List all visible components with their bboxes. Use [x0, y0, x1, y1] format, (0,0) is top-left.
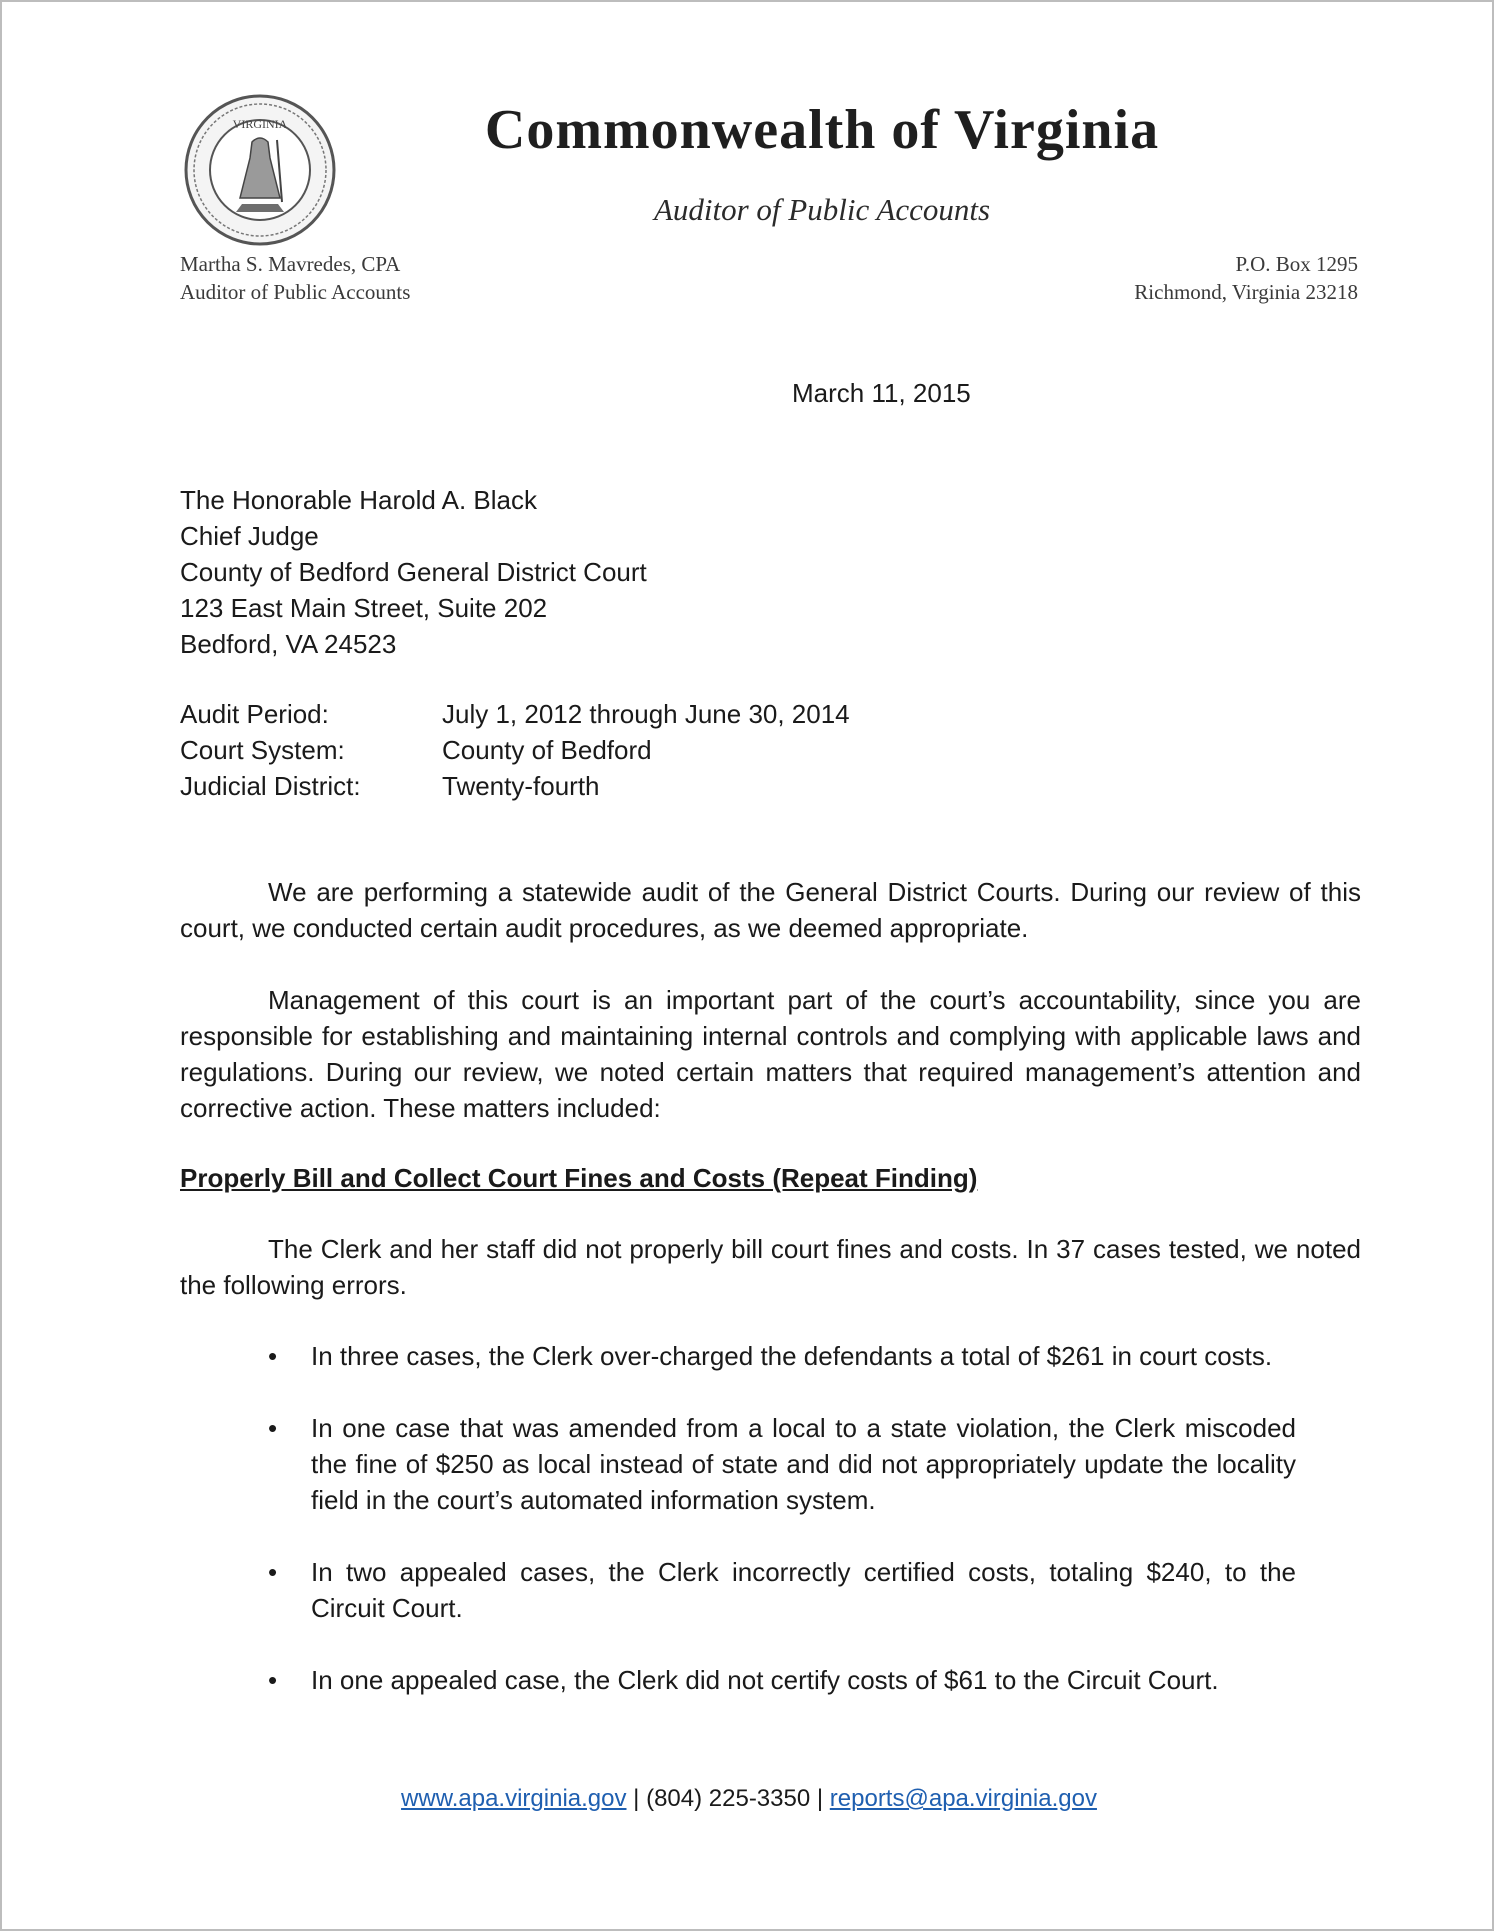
management-paragraph: Management of this court is an important part of the court’s accountability, since you are responsible for establishing and maintaining internal controls and complying with applicable laws and regulations. During our review, we noted certain matters that required management’s attention and corrective action. These matters included: [180, 985, 1361, 1123]
list-item [180, 1410, 1296, 1518]
bullet-text: In three cases, the Clerk over-charged the defendants a total of $261 in court costs. [311, 1341, 1273, 1371]
audit-info-row [180, 732, 850, 768]
recipient-line: 123 East Main Street, Suite 202 [180, 593, 548, 623]
finding-heading: Properly Bill and Collect Court Fines and Costs (Repeat Finding) [180, 1163, 978, 1193]
list-item [180, 1554, 1296, 1626]
phone-number: (804) 225-3350 [646, 1785, 811, 1812]
website-link[interactable]: www.apa.virginia.gov [401, 1785, 627, 1812]
audit-info-table [180, 696, 850, 804]
audit-period-label: Audit Period: [180, 699, 329, 729]
finding-bullet-list [180, 1338, 1296, 1734]
city-state-zip: Richmond, Virginia 23218 [1134, 280, 1358, 304]
finding-intro: The Clerk and her staff did not properly bill court fines and costs. In 37 cases tested, we noted the following errors. [180, 1234, 1361, 1300]
audit-period-value: July 1, 2012 through June 30, 2014 [442, 699, 850, 729]
recipient-line: The Honorable Harold A. Black [180, 485, 537, 515]
recipient-line: County of Bedford General District Court [180, 557, 647, 587]
letter-date: March 11, 2015 [792, 378, 971, 408]
bullet-icon: • [268, 1557, 278, 1587]
seal-lettering: VIRGINIA [232, 117, 288, 131]
court-system-value: County of Bedford [442, 735, 652, 765]
virginia-seal-icon [182, 92, 338, 248]
list-item [180, 1662, 1296, 1698]
auditor-name: Martha S. Mavredes, CPA [180, 252, 401, 276]
court-system-label: Court System: [180, 735, 345, 765]
auditor-title: Auditor of Public Accounts [180, 280, 411, 304]
recipient-line: Bedford, VA 24523 [180, 629, 397, 659]
email-link[interactable]: reports@apa.virginia.gov [829, 1785, 1097, 1812]
footer-contact [2, 1782, 1494, 1816]
bullet-text: In one case that was amended from a local to a state violation, the Clerk miscoded the fine of $250 as local instead of state and did not appropriately update the locality field in the court’s automated information system. [311, 1413, 1296, 1515]
recipient-line: Chief Judge [180, 521, 319, 551]
bullet-icon: • [268, 1413, 278, 1443]
bullet-text: In two appealed cases, the Clerk incorrectly certified costs, totaling $240, to the Circuit Court. [311, 1557, 1296, 1623]
judicial-district-label: Judicial District: [180, 771, 361, 801]
auditor-name-block [180, 250, 410, 306]
letterhead-subtitle: Auditor of Public Accounts [653, 192, 991, 227]
audit-info-row [180, 696, 850, 732]
list-item [180, 1338, 1296, 1374]
bullet-text: In one appealed case, the Clerk did not certify costs of $61 to the Circuit Court. [311, 1665, 1219, 1695]
judicial-district-value: Twenty-fourth [442, 771, 600, 801]
po-box: P.O. Box 1295 [1235, 252, 1358, 276]
intro-paragraph: We are performing a statewide audit of the General District Courts. During our review of this court, we conducted certain audit procedures, as we deemed appropriate. [180, 877, 1361, 943]
footer-separator: | [633, 1785, 640, 1812]
recipient-address [180, 482, 647, 662]
bullet-icon: • [268, 1665, 278, 1695]
mailing-address-block [1134, 250, 1358, 306]
audit-info-row [180, 768, 850, 804]
letterhead-title: Commonwealth of Virginia [484, 99, 1160, 161]
footer-separator: | [816, 1785, 824, 1812]
bullet-icon: • [268, 1341, 278, 1371]
